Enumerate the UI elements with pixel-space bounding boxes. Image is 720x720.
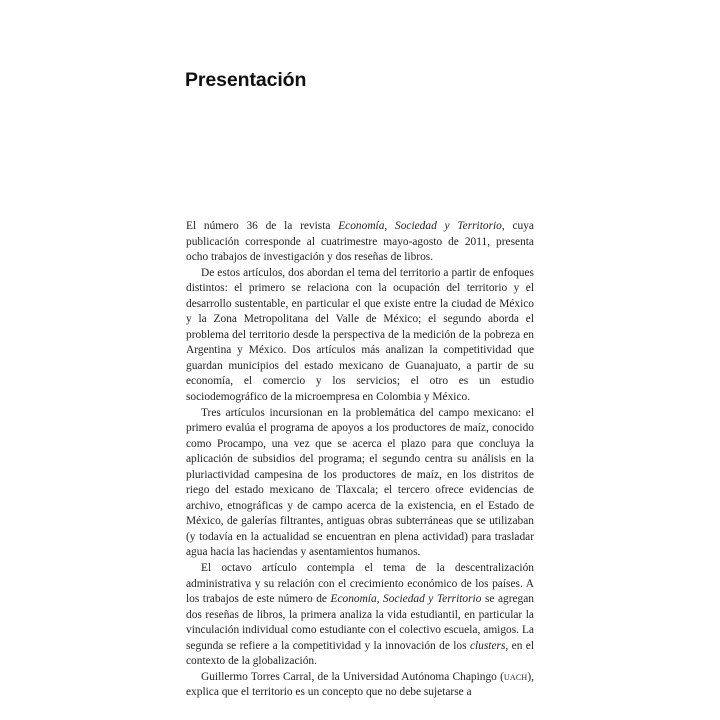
italic-text: Economía, Sociedad y Territorio <box>338 220 502 232</box>
paragraph: Tres artículos incursionan en la problemática del campo mexicano: el primero evalúa el programa de apoyos a los productores de maíz, conocido como Procampo, una vez que se acerca el plazo para que concluya la aplicación de subsidios del programa; el segundo centra su análisis en la pluriactividad campesina de los productores de maíz, en los distritos de riego del estado mexicano de Tlaxcala; el tercero ofrece evidencias de archivo, etnográficas y de campo acerca de la existencia, en el Estado de México, de galerías filtrantes, antiguas obras subterráneas que se utilizaban (y todavía en la actualidad se encuentran en plena actividad) para trasladar agua hacia las haciendas y asentamientos humanos. <box>186 406 534 559</box>
body-text-block <box>186 219 534 701</box>
italic-text: Economía, Sociedad y Territorio <box>330 593 482 606</box>
paragraph: El octavo artículo contempla el tema de la descentralización administrativa y su relación con el crecimiento económico de los países. A los trabajos de este número de Economía, Sociedad y Territorio se agregan dos reseñas de libros, la primera analiza la vida estudiantil, en particular la vinculación individual como estudiante con el colectivo escuela, amigos. La segunda se refiere a la competitividad y la innovación de los clusters, en el contexto de la globalización. <box>186 562 534 668</box>
paragraph: Guillermo Torres Carral, de la Universidad Autónoma Chapingo (uach), explica que el territorio es un concepto que no debe sujetarse a <box>186 670 534 699</box>
page-title: Presentación <box>185 69 307 92</box>
italic-text: clusters, <box>469 639 509 652</box>
paragraph: El número 36 de la revista Economía, Sociedad y Territorio, cuya publicación corresponde al cuatrimestre mayo-agosto de 2011, presenta ocho trabajos de investigación y dos reseñas de libros. <box>186 220 534 264</box>
paragraph: De estos artículos, dos abordan el tema del territorio a partir de enfoques distintos: el primero se relaciona con la ocupación del territorio y el desarrollo sustentable, en particular el que existe entre la ciudad de México y la Zona Metropolitana del Valle de México; el segundo aborda el problema del territorio desde la perspectiva de la medición de la pobreza en Argentina y México. Dos artículos más analizan la competitividad que guardan municipios del estado mexicano de Guanajuato, a partir de su economía, el comercio y los servicios; el otro es un estudio sociodemográfico de la microempresa en Colombia y México. <box>186 266 534 404</box>
small-caps-acronym: uach <box>503 670 528 683</box>
